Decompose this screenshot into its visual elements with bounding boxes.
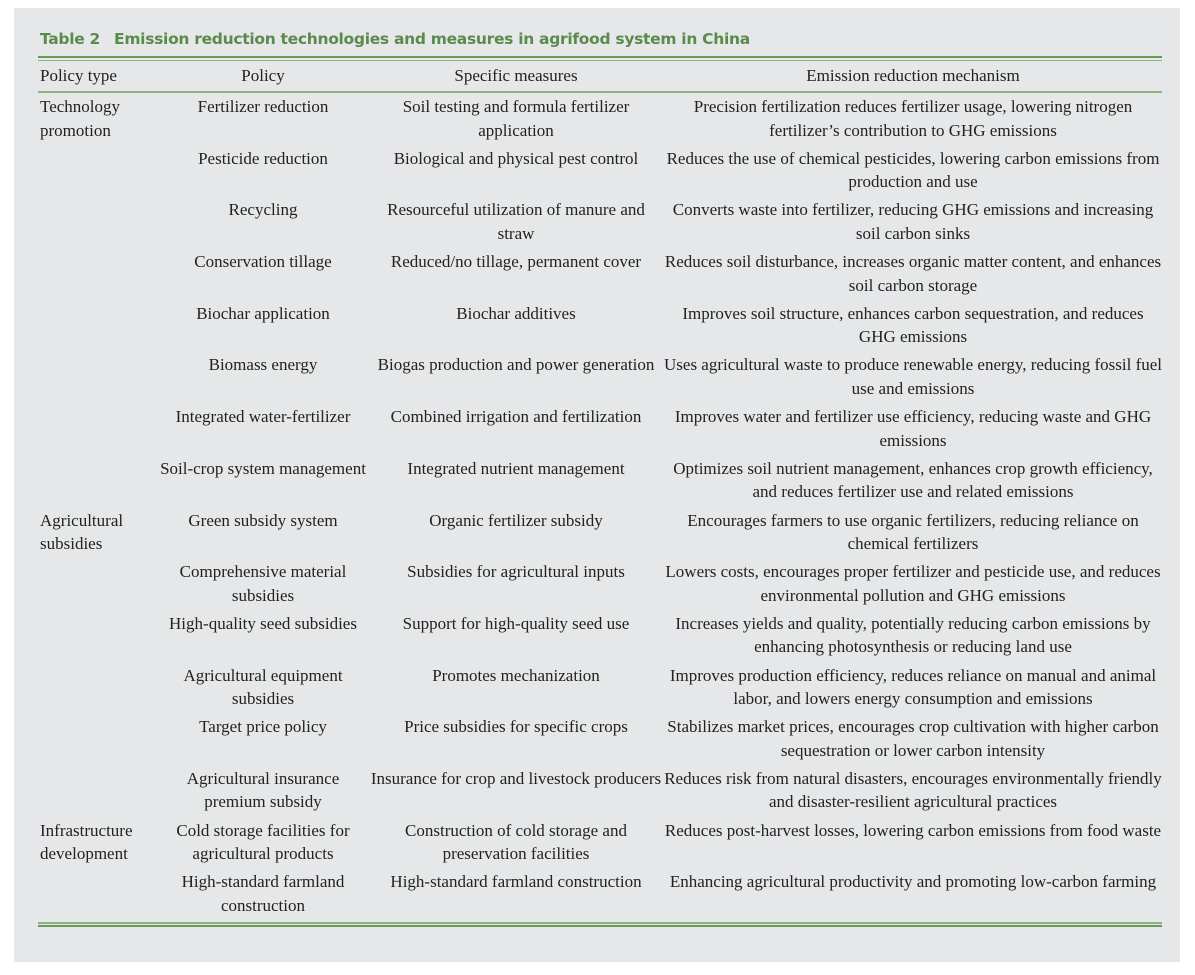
table-row	[38, 664, 1162, 716]
top-rule-secondary	[38, 60, 1162, 61]
cell-policy-type	[38, 560, 158, 612]
cell-mechanism: Lowers costs, encourages proper fertilizer and pesticide use, and reduces environmental pollution and GHG emissions	[665, 562, 1161, 605]
table-row	[38, 819, 1162, 871]
cell-policy-type: Infrastructure development	[40, 820, 133, 864]
table-row	[38, 870, 1162, 922]
cell-policy-type	[38, 198, 158, 250]
header-rule	[38, 91, 1162, 93]
cell-specific-measures: Resourceful utilization of manure and straw	[387, 200, 645, 243]
cell-mechanism: Reduces soil disturbance, increases organic matter content, and enhances soil carbon storage	[664, 252, 1162, 295]
bottom-rule	[38, 922, 1162, 924]
header-policy-type: Policy type	[40, 66, 117, 86]
header-mechanism: Emission reduction mechanism	[806, 66, 1020, 86]
table-row	[38, 147, 1162, 199]
cell-policy: Integrated water-fertilizer	[175, 407, 351, 427]
cell-mechanism: Stabilizes market prices, encourages crop cultivation with higher carbon sequestration or lower carbon intensity	[667, 717, 1159, 760]
cell-mechanism: Reduces the use of chemical pesticides, lowering carbon emissions from production and use	[666, 148, 1160, 192]
top-rule	[38, 56, 1162, 58]
cell-mechanism: Encourages farmers to use organic fertilizers, reducing reliance on chemical fertilizers	[687, 510, 1139, 553]
cell-policy: High-standard farmland construction	[181, 872, 345, 915]
cell-mechanism: Converts waste into fertilizer, reducing GHG emissions and increasing soil carbon sinks	[672, 200, 1154, 243]
table-header	[38, 62, 1162, 90]
cell-mechanism: Uses agricultural waste to produce renewable energy, reducing fossil fuel use and emissions	[664, 355, 1163, 398]
cell-policy: Recycling	[228, 200, 298, 220]
table-row	[38, 353, 1162, 405]
cell-specific-measures: Biological and physical pest control	[393, 148, 639, 168]
cell-mechanism: Reduces post-harvest losses, lowering carbon emissions from food waste	[664, 820, 1162, 840]
table-row	[38, 612, 1162, 664]
cell-specific-measures: Soil testing and formula fertilizer application	[402, 97, 630, 140]
cell-policy-type	[38, 250, 158, 302]
cell-specific-measures: High-standard farmland construction	[390, 872, 642, 892]
table-row	[38, 405, 1162, 457]
cell-mechanism: Enhancing agricultural productivity and promoting low-carbon farming	[669, 872, 1157, 892]
table-body	[38, 95, 1162, 922]
cell-specific-measures: Insurance for crop and livestock producers	[370, 768, 662, 788]
cell-specific-measures: Support for high-quality seed use	[402, 613, 630, 633]
cell-policy-type	[38, 353, 158, 405]
cell-specific-measures: Promotes mechanization	[432, 665, 600, 685]
header-row	[38, 62, 1162, 90]
cell-policy: Cold storage facilities for agricultural products	[176, 820, 350, 864]
table-row	[38, 302, 1162, 354]
cell-policy: Agricultural insurance premium subsidy	[186, 768, 340, 812]
cell-policy: Target price policy	[199, 717, 327, 737]
table-row	[38, 560, 1162, 612]
cell-policy-type	[38, 715, 158, 767]
table-row	[38, 457, 1162, 509]
cell-mechanism: Improves production efficiency, reduces reliance on manual and animal labor, and lowers energy consumption and emissions	[669, 665, 1157, 709]
cell-specific-measures: Reduced/no tillage, permanent cover	[390, 252, 642, 272]
table-row	[38, 509, 1162, 561]
cell-policy: Pesticide reduction	[198, 148, 328, 168]
table-row	[38, 250, 1162, 302]
table-row	[38, 767, 1162, 819]
cell-policy-type	[38, 302, 158, 354]
cell-mechanism: Improves water and fertilizer use efficiency, reducing waste and GHG emissions	[674, 407, 1152, 450]
cell-specific-measures: Combined irrigation and fertilization	[390, 407, 642, 427]
cell-policy-type	[38, 767, 158, 819]
header-specific-measures: Specific measures	[454, 66, 578, 86]
cell-mechanism: Precision fertilization reduces fertilizer usage, lowering nitrogen fertilizer’s contribution to GHG emissions	[693, 97, 1133, 140]
table-row	[38, 95, 1162, 147]
cell-specific-measures: Construction of cold storage and preservation facilities	[405, 820, 627, 864]
cell-specific-measures: Price subsidies for specific crops	[404, 717, 628, 737]
cell-mechanism: Reduces risk from natural disasters, encourages environmentally friendly and disaster-resilient agricultural practices	[664, 768, 1162, 812]
table-title: Emission reduction technologies and measures in agrifood system in China	[114, 30, 750, 48]
cell-policy-type	[38, 612, 158, 664]
cell-specific-measures: Organic fertilizer subsidy	[429, 510, 603, 530]
cell-policy: Comprehensive material subsidies	[179, 562, 347, 605]
cell-policy-type	[38, 147, 158, 199]
cell-policy-type	[38, 457, 158, 509]
cell-specific-measures: Subsidies for agricultural inputs	[407, 562, 625, 582]
cell-mechanism: Optimizes soil nutrient management, enhances crop growth efficiency, and reduces fertilizer use and related emissions	[673, 458, 1153, 502]
header-policy: Policy	[241, 66, 285, 86]
cell-specific-measures: Integrated nutrient management	[407, 458, 625, 478]
table-row	[38, 715, 1162, 767]
cell-policy: Biochar application	[196, 303, 330, 323]
cell-mechanism: Improves soil structure, enhances carbon sequestration, and reduces GHG emissions	[682, 303, 1144, 347]
cell-policy: Green subsidy system	[188, 510, 338, 530]
bottom-rule-secondary	[38, 925, 1162, 927]
cell-policy-type	[38, 664, 158, 716]
cell-policy: Fertilizer reduction	[197, 97, 329, 116]
cell-policy: Biomass energy	[208, 355, 318, 375]
cell-policy: Conservation tillage	[194, 252, 332, 272]
table-number: Table 2	[40, 30, 101, 48]
cell-specific-measures: Biochar additives	[456, 303, 576, 323]
cell-mechanism: Increases yields and quality, potentially reducing carbon emissions by enhancing photosynthesis or reducing land use	[675, 613, 1151, 657]
table-row	[38, 198, 1162, 250]
cell-policy-type: Technology promotion	[40, 97, 121, 140]
cell-policy: Soil-crop system management	[160, 458, 366, 478]
cell-policy-type	[38, 405, 158, 457]
cell-policy-type	[38, 870, 158, 922]
cell-policy: Agricultural equipment subsidies	[183, 665, 343, 709]
cell-specific-measures: Biogas production and power generation	[377, 355, 655, 375]
table-caption	[40, 30, 750, 48]
cell-policy-type: Agricultural subsidies	[40, 510, 124, 553]
cell-policy: High-quality seed subsidies	[169, 613, 357, 633]
